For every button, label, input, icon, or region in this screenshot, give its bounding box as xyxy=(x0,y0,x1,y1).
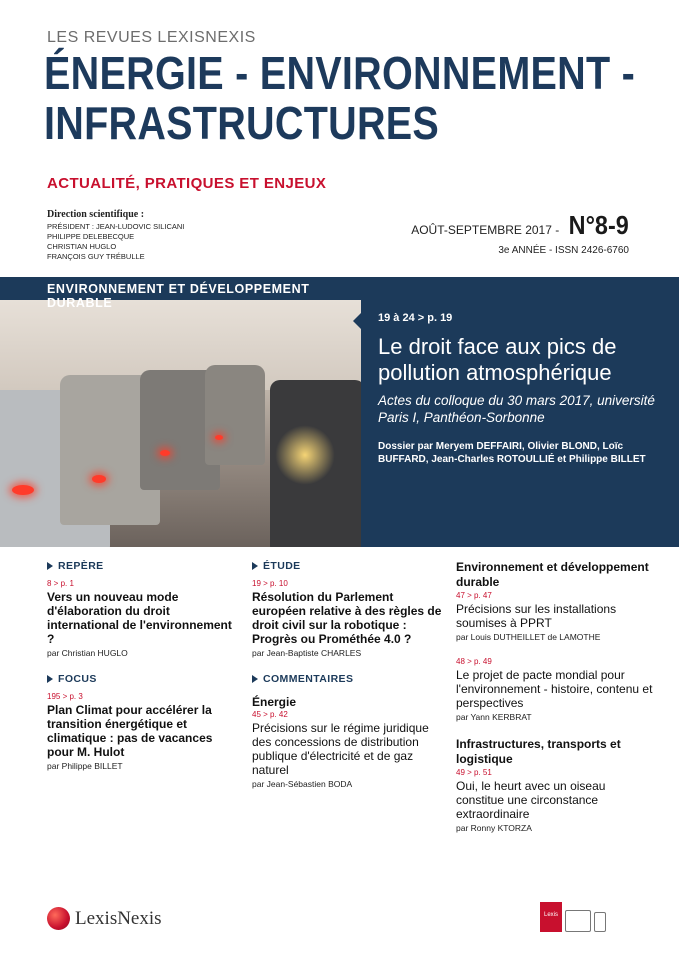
section-band: ENVIRONNEMENT ET DÉVELOPPEMENT DURABLE xyxy=(0,277,361,300)
article-title[interactable]: Oui, le heurt avec un oiseau constitue une circonstance extraordinaire xyxy=(456,779,606,821)
article-ref: 47 > p. 47 xyxy=(456,591,492,600)
triangle-right-icon xyxy=(252,675,258,683)
section-heading: Infrastructures, transports et logistique xyxy=(456,737,621,766)
article-author: par Jean-Sébastien BODA xyxy=(252,779,353,789)
section-heading: Environnement et développement durable xyxy=(456,560,649,589)
hero-ref: 19 à 24 > p. 19 xyxy=(378,312,453,324)
article-author: par Louis DUTHEILLET de LAMOTHE xyxy=(456,632,601,642)
article-title[interactable]: Vers un nouveau mode d'élaboration du droit international de l'environnement ? xyxy=(47,590,232,646)
hero-title[interactable]: Le droit face aux pics de pollution atmosphérique xyxy=(378,334,617,385)
logo-text: LexisNexis xyxy=(75,907,162,929)
article-ref: 8 > p. 1 xyxy=(47,579,74,588)
direction-label: Direction scientifique : xyxy=(47,209,145,220)
hero-authors: Dossier par Meryem DEFFAIRI, Olivier BLOND, Loïc BUFFARD, Jean-Charles ROTOULLIÉ et Philippe BILLET xyxy=(378,441,646,465)
direction-line: PHILIPPE DELEBECQUE xyxy=(47,232,135,241)
article-ref: 19 > p. 10 xyxy=(252,579,288,588)
article-ref: 48 > p. 49 xyxy=(456,657,492,666)
article-ref: 195 > p. 3 xyxy=(47,692,83,701)
traffic-photo xyxy=(0,300,361,547)
issue-year-issn: 3e ANNÉE - ISSN 2426-6760 xyxy=(498,245,629,256)
column-left xyxy=(47,560,237,786)
hero-subtitle: Actes du colloque du 30 mars 2017, université Paris I, Panthéon-Sorbonne xyxy=(378,393,655,425)
column-right xyxy=(456,560,656,848)
column-middle xyxy=(252,560,442,804)
article-ref: 49 > p. 51 xyxy=(456,768,492,777)
direction-line: PRÉSIDENT : JEAN-LUDOVIC SILICANI xyxy=(47,222,185,231)
kicker-repere: REPÈRE xyxy=(47,560,237,572)
article-title[interactable]: Précisions sur le régime juridique des concessions de distribution publique d'électricité et de gaz naturel xyxy=(252,721,429,777)
publisher-name: LES REVUES LEXISNEXIS xyxy=(47,29,256,46)
article-title[interactable]: Précisions sur les installations soumises à PPRT xyxy=(456,602,617,630)
scientific-direction xyxy=(47,210,184,262)
hero-text xyxy=(378,312,658,466)
article-author: par Christian HUGLO xyxy=(47,648,128,658)
triangle-right-icon xyxy=(47,675,53,683)
hero-notch xyxy=(353,312,362,330)
triangle-right-icon xyxy=(47,562,53,570)
kicker-commentaires: COMMENTAIRES xyxy=(252,673,442,685)
article-author: par Yann KERBRAT xyxy=(456,712,532,722)
issue-number: N°8-9 xyxy=(568,210,629,240)
direction-line: CHRISTIAN HUGLO xyxy=(47,242,117,251)
article-title[interactable]: Le projet de pacte mondial pour l'environnement - histoire, contenu et perspectives xyxy=(456,668,653,710)
article-title[interactable]: Plan Climat pour accélérer la transition énergétique et climatique : pas de vacances pour M. Hulot xyxy=(47,703,213,759)
direction-line: FRANÇOIS GUY TRÉBULLE xyxy=(47,252,145,261)
article-author: par Philippe BILLET xyxy=(47,761,123,771)
lexisnexis-orb-icon xyxy=(47,907,70,930)
journal-subtitle: ACTUALITÉ, PRATIQUES ET ENJEUX xyxy=(47,175,327,192)
issue-date: AOÛT-SEPTEMBRE 2017 - xyxy=(411,223,560,237)
article-ref: 45 > p. 42 xyxy=(252,710,288,719)
phone-icon xyxy=(594,912,606,932)
lexisnexis-logo xyxy=(47,907,162,930)
kicker-etude: ÉTUDE xyxy=(252,560,442,572)
book-icon: Lexis xyxy=(540,902,562,932)
tablet-icon xyxy=(565,910,591,932)
kicker-focus: FOCUS xyxy=(47,673,237,685)
triangle-right-icon xyxy=(252,562,258,570)
journal-title-line2: INFRASTRUCTURES xyxy=(44,97,440,149)
article-title[interactable]: Résolution du Parlement européen relative à des règles de droit civil sur la robotique : Progrès ou Prométhée 4.0 ? xyxy=(252,590,442,646)
journal-title-line1: ÉNERGIE - ENVIRONNEMENT - xyxy=(44,47,636,99)
issue-info xyxy=(411,210,629,256)
devices-icon xyxy=(540,902,606,932)
article-author: par Ronny KTORZA xyxy=(456,823,532,833)
article-author: par Jean-Baptiste CHARLES xyxy=(252,648,362,658)
subsection-heading: Énergie xyxy=(252,695,297,709)
journal-title xyxy=(44,47,636,149)
